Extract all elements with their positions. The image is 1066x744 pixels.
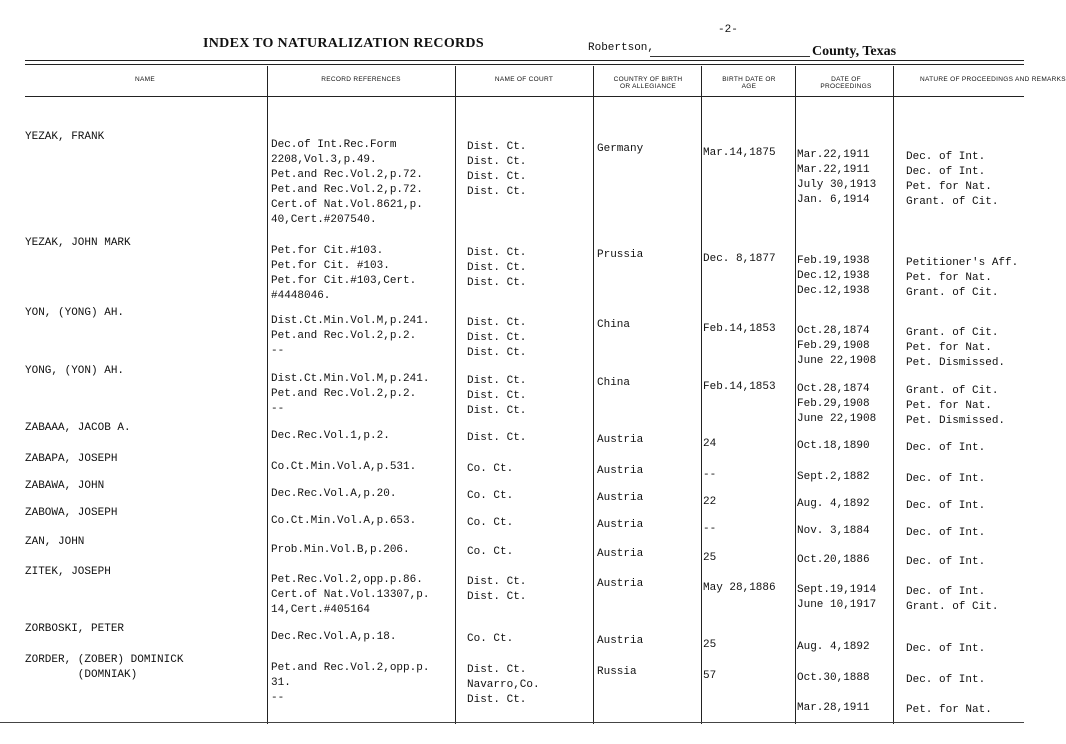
record-country: Austria — [597, 635, 644, 647]
record-country: Austria — [597, 434, 644, 446]
record-dates: Aug. 4,1892 — [797, 641, 870, 653]
record-name: ZAN, JOHN — [25, 536, 85, 548]
record-references: Pet.Rec.Vol.2,opp.p.86. Cert.of Nat.Vol.13307,p. 14,Cert.#405164 — [271, 574, 430, 616]
page-number: -2- — [718, 24, 738, 36]
record-dates: Oct.28,1874 Feb.29,1908 June 22,1908 — [797, 325, 877, 367]
column-divider — [893, 66, 894, 724]
record-references: Dist.Ct.Min.Vol.M,p.241. Pet.and Rec.Vol.2,p.2. -- — [271, 373, 430, 415]
record-name: ZORDER, (ZOBER) DOMINICK (DOMNIAK) — [25, 654, 184, 681]
header-rule-top-2 — [25, 64, 1024, 65]
county-label: County, Texas — [812, 44, 897, 59]
record-birth: 25 — [703, 639, 717, 651]
record-nature: Grant. of Cit. Pet. for Nat. Pet. Dismissed. — [906, 385, 1006, 427]
record-nature: Dec. of Int. — [906, 556, 986, 568]
record-nature: Dec. of Int. — [906, 527, 986, 539]
record-birth: 25 — [703, 552, 717, 564]
record-name: YONG, (YON) AH. — [25, 365, 125, 377]
county-underline — [650, 56, 810, 57]
record-nature: Dec. of Int. Dec. of Int. Pet. for Nat. Grant. of Cit. — [906, 151, 999, 208]
record-nature: Dec. of Int. — [906, 643, 986, 655]
record-court: Co. Ct. — [467, 517, 514, 529]
record-references: Dist.Ct.Min.Vol.M,p.241. Pet.and Rec.Vol.2,p.2. -- — [271, 315, 430, 357]
record-court: Dist. Ct. Dist. Ct. — [467, 576, 527, 603]
record-nature: Dec. of Int. — [906, 473, 986, 485]
record-dates: Sept.2,1882 — [797, 471, 870, 483]
record-country: Austria — [597, 519, 644, 531]
record-birth: May 28,1886 — [703, 582, 776, 594]
record-court: Dist. Ct. Dist. Ct. Dist. Ct. Dist. Ct. — [467, 141, 527, 198]
county-name: Robertson, — [588, 42, 655, 54]
record-country: China — [597, 377, 631, 389]
record-name: ZITEK, JOSEPH — [25, 566, 111, 578]
record-birth: 22 — [703, 496, 717, 508]
column-header-date: DATE OF PROCEEDINGS — [820, 76, 872, 90]
page-title: INDEX TO NATURALIZATION RECORDS — [203, 36, 484, 51]
record-name: ZABOWA, JOSEPH — [25, 507, 118, 519]
column-divider — [593, 66, 594, 724]
record-nature: Dec. of Int. Grant. of Cit. — [906, 586, 999, 613]
record-court: Co. Ct. — [467, 463, 514, 475]
record-references: Prob.Min.Vol.B,p.206. — [271, 544, 410, 556]
record-name: YEZAK, FRANK — [25, 131, 105, 143]
record-court: Dist. Ct. — [467, 432, 527, 444]
record-references: Pet.and Rec.Vol.2,opp.p. 31. -- — [271, 662, 430, 704]
record-name: ZABAAA, JACOB A. — [25, 422, 131, 434]
record-nature: Dec. of Int. — [906, 442, 986, 454]
record-birth: -- — [703, 523, 717, 535]
record-dates: Oct.20,1886 — [797, 554, 870, 566]
record-references: Co.Ct.Min.Vol.A,p.531. — [271, 461, 417, 473]
record-country: Prussia — [597, 249, 644, 261]
record-birth: Feb.14,1853 — [703, 323, 776, 335]
record-country: Austria — [597, 578, 644, 590]
record-dates: Oct.30,1888 Mar.28,1911 — [797, 672, 870, 714]
record-nature: Dec. of Int. Pet. for Nat. — [906, 674, 992, 716]
record-dates: Sept.19,1914 June 10,1917 — [797, 584, 877, 611]
record-country: Austria — [597, 492, 644, 504]
record-country: China — [597, 319, 631, 331]
record-court: Dist. Ct. Dist. Ct. Dist. Ct. — [467, 247, 527, 289]
footer-rule — [0, 722, 1024, 723]
column-header-nature: NATURE OF PROCEEDINGS AND REMARKS — [920, 76, 1066, 83]
record-references: Dec.Rec.Vol.A,p.20. — [271, 488, 397, 500]
record-court: Dist. Ct. Navarro,Co. Dist. Ct. — [467, 664, 540, 706]
column-divider — [267, 66, 268, 724]
record-name: ZABAWA, JOHN — [25, 480, 105, 492]
record-dates: Oct.18,1890 — [797, 440, 870, 452]
record-references: Co.Ct.Min.Vol.A,p.653. — [271, 515, 417, 527]
record-references: Dec.Rec.Vol.A,p.18. — [271, 631, 397, 643]
column-divider — [795, 66, 796, 724]
column-header-court: NAME OF COURT — [494, 76, 554, 83]
column-header-refs: RECORD REFERENCES — [321, 76, 401, 83]
record-nature: Grant. of Cit. Pet. for Nat. Pet. Dismissed. — [906, 327, 1006, 369]
column-header-name: NAME — [135, 76, 155, 83]
record-dates: Oct.28,1874 Feb.29,1908 June 22,1908 — [797, 383, 877, 425]
record-court: Dist. Ct. Dist. Ct. Dist. Ct. — [467, 375, 527, 417]
record-name: YON, (YONG) AH. — [25, 307, 125, 319]
record-name: ZORBOSKI, PETER — [25, 623, 125, 635]
record-references: Dec.of Int.Rec.Form 2208,Vol.3,p.49. Pet.and Rec.Vol.2,p.72. Pet.and Rec.Vol.2,p.72. Cert.of Nat.Vol.8621,p. 40,Cert.#207540. — [271, 139, 423, 226]
record-name: ZABAPA, JOSEPH — [25, 453, 118, 465]
record-court: Co. Ct. — [467, 546, 514, 558]
record-references: Pet.for Cit.#103. Pet.for Cit. #103. Pet.for Cit.#103,Cert. #4448046. — [271, 245, 417, 302]
record-court: Co. Ct. — [467, 490, 514, 502]
record-nature: Dec. of Int. — [906, 500, 986, 512]
record-country: Austria — [597, 465, 644, 477]
record-birth: 57 — [703, 670, 717, 682]
record-dates: Nov. 3,1884 — [797, 525, 870, 537]
record-dates: Feb.19,1938 Dec.12,1938 Dec.12,1938 — [797, 255, 870, 297]
record-court: Co. Ct. — [467, 633, 514, 645]
record-country: Germany — [597, 143, 644, 155]
record-country: Russia — [597, 666, 637, 678]
record-dates: Aug. 4,1892 — [797, 498, 870, 510]
column-header-birth: BIRTH DATE OR AGE — [722, 76, 776, 90]
record-country: Austria — [597, 548, 644, 560]
header-rule-top — [25, 60, 1024, 61]
column-divider — [455, 66, 456, 724]
header-rule-bottom — [25, 96, 1024, 97]
column-header-country: COUNTRY OF BIRTH OR ALLEGIANCE — [613, 76, 683, 90]
record-nature: Petitioner's Aff. Pet. for Nat. Grant. of Cit. — [906, 257, 1019, 299]
record-birth: 24 — [703, 438, 717, 450]
record-birth: Feb.14,1853 — [703, 381, 776, 393]
record-court: Dist. Ct. Dist. Ct. Dist. Ct. — [467, 317, 527, 359]
record-name: YEZAK, JOHN MARK — [25, 237, 131, 249]
record-birth: -- — [703, 469, 717, 481]
record-dates: Mar.22,1911 Mar.22,1911 July 30,1913 Jan. 6,1914 — [797, 149, 877, 206]
record-birth: Dec. 8,1877 — [703, 253, 776, 265]
record-birth: Mar.14,1875 — [703, 147, 776, 159]
record-references: Dec.Rec.Vol.1,p.2. — [271, 430, 390, 442]
column-divider — [701, 66, 702, 724]
